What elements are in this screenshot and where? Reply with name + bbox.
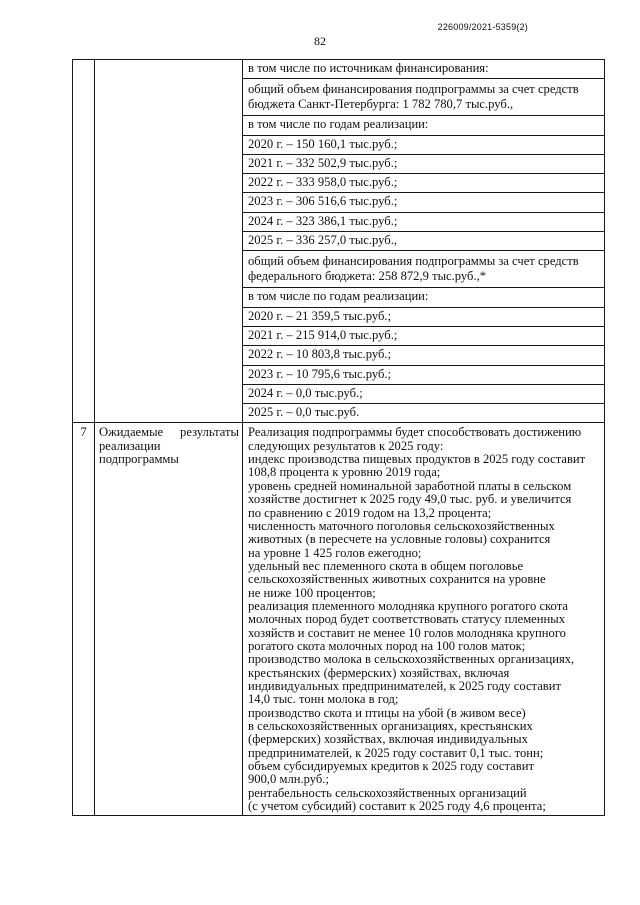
funding-line: 2021 г. – 215 914,0 тыс.руб.; (243, 327, 604, 346)
result-line: в сельскохозяйственных организациях, крестьянских (248, 719, 533, 734)
result-line: по сравнению с 2019 годом на 13,2 процента; (248, 505, 492, 520)
result-line: рентабельность сельскохозяйственных организаций (248, 785, 527, 800)
result-line: производство скота и птицы на убой (в живом весе) (248, 705, 526, 720)
funding-line: 2023 г. – 10 795,6 тыс.руб.; (243, 366, 604, 385)
result-line: объем субсидируемых кредитов к 2025 году составит (248, 759, 534, 774)
document-registration-number: 226009/2021-5359(2) (437, 22, 528, 32)
results-content-cell (243, 423, 605, 816)
funding-line: общий объем финансирования подпрограммы за счет средств бюджета Санкт-Петербурга: 1 782 780,7 тыс.руб., (243, 79, 604, 116)
result-line: на уровне 1 425 голов ежегодно; (248, 545, 422, 560)
result-line: индекс производства пищевых продуктов в 2025 году составит (248, 452, 586, 467)
result-line: рогатого скота молочных пород на 100 голов маток; (248, 638, 526, 653)
funding-lines (243, 60, 604, 422)
result-line: не ниже 100 процентов; (248, 585, 376, 600)
result-line: следующих результатов к 2025 году: (248, 438, 444, 453)
result-line: производство молока в сельскохозяйственных организациях, (248, 652, 575, 667)
funding-line: в том числе по годам реализации: (243, 116, 604, 135)
funding-line: 2021 г. – 332 502,9 тыс.руб.; (243, 155, 604, 174)
row-name-cell (95, 60, 243, 423)
funding-line: 2024 г. – 0,0 тыс.руб.; (243, 385, 604, 404)
result-line: предпринимателей, к 2025 году составит 0,1 тыс. тонн; (248, 745, 544, 760)
funding-line: 2025 г. – 0,0 тыс.руб. (248, 405, 360, 420)
row-name-cell (95, 423, 243, 816)
funding-line: 2025 г. – 336 257,0 тыс.руб., (243, 232, 604, 251)
funding-line: 2024 г. – 323 386,1 тыс.руб.; (243, 213, 604, 232)
table-row-funding (73, 60, 605, 423)
funding-content-cell (243, 60, 605, 423)
row-number-cell (73, 423, 95, 816)
page-number: 82 (314, 34, 326, 48)
result-line: хозяйстве достигнет к 2025 году 49,0 тыс. руб. и увеличится (248, 492, 572, 507)
result-line: хозяйств и составит не менее 10 голов молодняка крупного (248, 625, 566, 640)
result-line: удельный вес племенного скота в общем поголовье (248, 558, 524, 573)
funding-line: 2020 г. – 150 160,1 тыс.руб.; (243, 136, 604, 155)
result-line: 108,8 процента к уровню 2019 года; (248, 465, 441, 480)
result-line: индивидуальных предпринимателей, к 2025 году составит (248, 678, 561, 693)
funding-line: 2022 г. – 10 803,8 тыс.руб.; (243, 346, 604, 365)
funding-line: 2020 г. – 21 359,5 тыс.руб.; (243, 308, 604, 327)
results-lines (243, 423, 604, 815)
result-line: 14,0 тыс. тонн молока в год; (248, 692, 399, 707)
result-line: (фермерских) хозяйствах, включая индивидуальных (248, 732, 528, 747)
funding-line: 2023 г. – 306 516,6 тыс.руб.; (243, 193, 604, 212)
result-line: численность маточного поголовья сельскохозяйственных (248, 518, 555, 533)
table-row-expected-results (73, 423, 605, 816)
program-passport-table (72, 59, 605, 816)
result-line: сельскохозяйственных животных сохранится на уровне (248, 572, 546, 587)
row-name: Ожидаемые результаты реализации подпрограммы (99, 425, 239, 467)
funding-line: общий объем финансирования подпрограммы за счет средств федерального бюджета: 258 872,9 тыс.руб.,* (243, 251, 604, 288)
result-line: крестьянских (фермерских) хозяйствах, включая (248, 665, 510, 680)
row-number: 7 (80, 425, 87, 440)
result-line: животных (в пересчете на условные головы) сохранится (248, 532, 551, 547)
result-line: реализация племенного молодняка крупного рогатого скота (248, 598, 568, 613)
result-line: Реализация подпрограммы будет способствовать достижению (248, 425, 582, 440)
row-number-cell (73, 60, 95, 423)
result-line: уровень средней номинальной заработной платы в сельском (248, 478, 572, 493)
result-line: 900,0 млн.руб.; (248, 772, 329, 787)
funding-line: в том числе по годам реализации: (243, 288, 604, 307)
result-line: молочных пород будет соответствовать статусу племенных (248, 612, 565, 627)
funding-line: в том числе по источникам финансирования: (243, 60, 604, 79)
funding-line: 2022 г. – 333 958,0 тыс.руб.; (243, 174, 604, 193)
result-line: (с учетом субсидий) составит к 2025 году 4,6 процента; (248, 799, 546, 814)
